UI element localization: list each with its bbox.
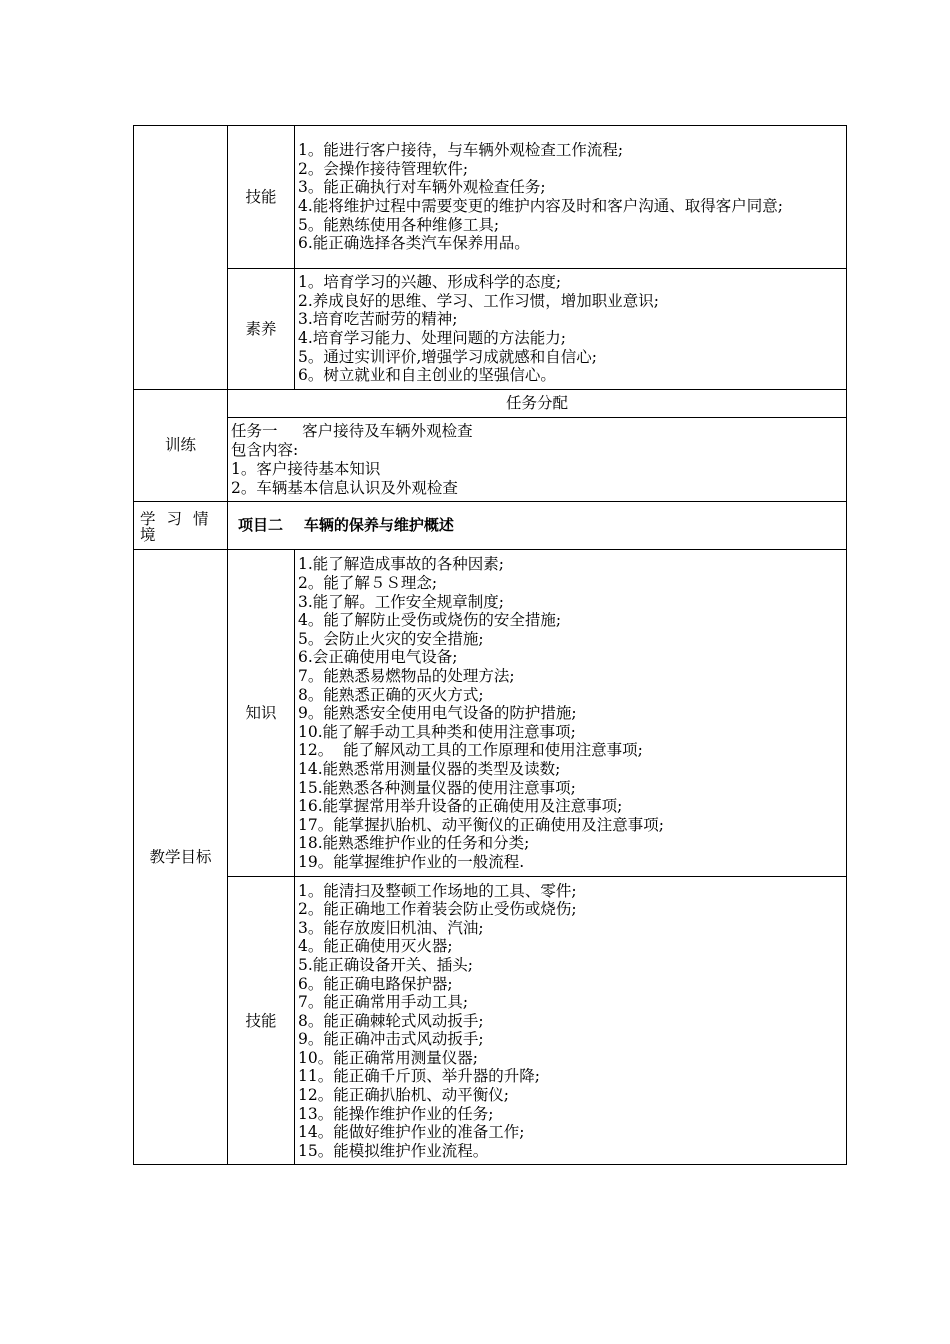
row-skills-1 (134, 126, 847, 269)
list-item: 3。能正确执行对车辆外观检查任务; (298, 178, 546, 197)
goal-label: 教学目标 (149, 848, 212, 867)
situation-label-cell (134, 502, 228, 550)
row-quality (134, 269, 847, 390)
list-item: 9。能熟悉安全使用电气设备的防护措施; (298, 704, 577, 723)
list-item: 12。能正确扒胎机、动平衡仪; (298, 1086, 509, 1105)
list-item: 6。能正确电路保护器; (298, 974, 453, 993)
skills2-label: 技能 (245, 1011, 277, 1030)
curriculum-table (133, 125, 847, 1165)
list-item: 6。树立就业和自主创业的坚强信心。 (298, 366, 556, 385)
list-item: 15.能熟悉各种测量仪器的使用注意事项; (298, 778, 576, 797)
list-item: 13。能操作维护作业的任务; (298, 1104, 494, 1123)
task-item: 2。车辆基本信息认识及外观检查 (231, 478, 458, 497)
list-item: 11。能正确千斤顶、举升器的升降; (298, 1067, 540, 1086)
row-skills-2 (134, 877, 847, 1165)
task-header: 任务分配 (505, 394, 568, 413)
quality-label-cell (228, 269, 295, 390)
list-item: 7。能熟悉易燃物品的处理方法; (298, 667, 515, 686)
list-item: 7。能正确常用手动工具; (298, 993, 469, 1012)
list-item: 16.能掌握常用举升设备的正确使用及注意事项; (298, 797, 623, 816)
list-item: 5。会防止火灾的安全措施; (298, 629, 484, 648)
list-item: 8。能熟悉正确的灭火方式; (298, 685, 484, 704)
task-body-cell (228, 418, 847, 502)
skills-label-cell (228, 126, 295, 269)
list-item: 5.能正确设备开关、插头; (298, 955, 474, 974)
row-training-header (134, 390, 847, 418)
list-item: 5。能熟练使用各种维修工具; (298, 215, 500, 234)
list-item: 15。能模拟维护作业流程。 (298, 1141, 489, 1160)
goal-label-cell (134, 550, 228, 1165)
knowledge-list (295, 550, 847, 877)
list-item: 14。能做好维护作业的准备工作; (298, 1123, 525, 1142)
list-item: 5。通过实训评价,增强学习成就感和自信心; (298, 347, 598, 366)
quality-list (295, 269, 847, 390)
knowledge-label: 知识 (245, 703, 277, 722)
list-item: 18.能熟悉维护作业的任务和分类; (298, 834, 530, 853)
list-item: 6.会正确使用电气设备; (298, 648, 458, 667)
skills-list-2 (295, 877, 847, 1165)
quality-label: 素养 (245, 319, 277, 338)
task-contents-label: 包含内容: (231, 440, 299, 459)
list-item: 2。能正确地工作着装会防止受伤或烧伤; (298, 900, 577, 919)
list-item: 1。培育学习的兴趣、形成科学的态度; (298, 273, 562, 292)
task-title: 任务一 客户接待及车辆外观检查 (231, 421, 473, 440)
task-item: 1。客户接待基本知识 (231, 459, 381, 478)
skills-label: 技能 (245, 187, 277, 206)
list-item: 2.养成良好的思维、学习、工作习惯，增加职业意识; (298, 291, 660, 310)
situation-title: 项目二 车辆的保养与维护概述 (238, 516, 454, 535)
list-item: 14.能熟悉常用测量仪器的类型及读数; (298, 759, 561, 778)
list-item: 1.能了解造成事故的各种因素; (298, 555, 505, 574)
list-item: 10。能正确常用测量仪器; (298, 1048, 478, 1067)
skills-list-1 (295, 126, 847, 269)
list-item: 3.培育吃苦耐劳的精神; (298, 310, 458, 329)
list-item: 9。能正确冲击式风动扳手; (298, 1030, 484, 1049)
list-item: 8。能正确棘轮式风动扳手; (298, 1011, 484, 1030)
list-item: 4。能正确使用灭火器; (298, 937, 453, 956)
skills2-label-cell (228, 877, 295, 1165)
list-item: 4.能将维护过程中需要变更的维护内容及时和客户沟通、取得客户同意; (298, 197, 784, 215)
list-item: 1。能进行客户接待，与车辆外观检查工作流程; (298, 141, 624, 160)
list-item: 3.能了解。工作安全规章制度; (298, 592, 505, 611)
list-item: 19。能掌握维护作业的一般流程. (298, 852, 525, 871)
list-item: 3。能存放废旧机油、汽油; (298, 918, 484, 937)
training-label: 训练 (164, 436, 196, 455)
list-item: 12。 能了解风动工具的工作原理和使用注意事项; (298, 741, 643, 760)
list-item: 17。能掌握扒胎机、动平衡仪的正确使用及注意事项; (298, 815, 664, 834)
list-item: 1。能清扫及整顿工作场地的工具、零件; (298, 881, 577, 900)
row-situation (134, 502, 847, 550)
knowledge-label-cell (228, 550, 295, 877)
task-header-cell (228, 390, 847, 418)
training-label-cell (134, 390, 228, 502)
list-item: 2。会操作接待管理软件; (298, 159, 469, 178)
list-item: 4.培育学习能力、处理问题的方法能力; (298, 329, 567, 347)
list-item: 10.能了解手动工具种类和使用注意事项; (298, 722, 576, 741)
situation-label: 学习情境 (140, 510, 220, 544)
row-training-body (134, 418, 847, 502)
list-item: 4。能了解防止受伤或烧伤的安全措施; (298, 611, 562, 630)
row-knowledge (134, 550, 847, 877)
situation-title-cell (228, 502, 847, 550)
list-item: 2。能了解５Ｓ理念; (298, 574, 438, 593)
list-item: 6.能正确选择各类汽车保养用品。 (298, 234, 530, 253)
empty-goal-cell (134, 126, 228, 390)
